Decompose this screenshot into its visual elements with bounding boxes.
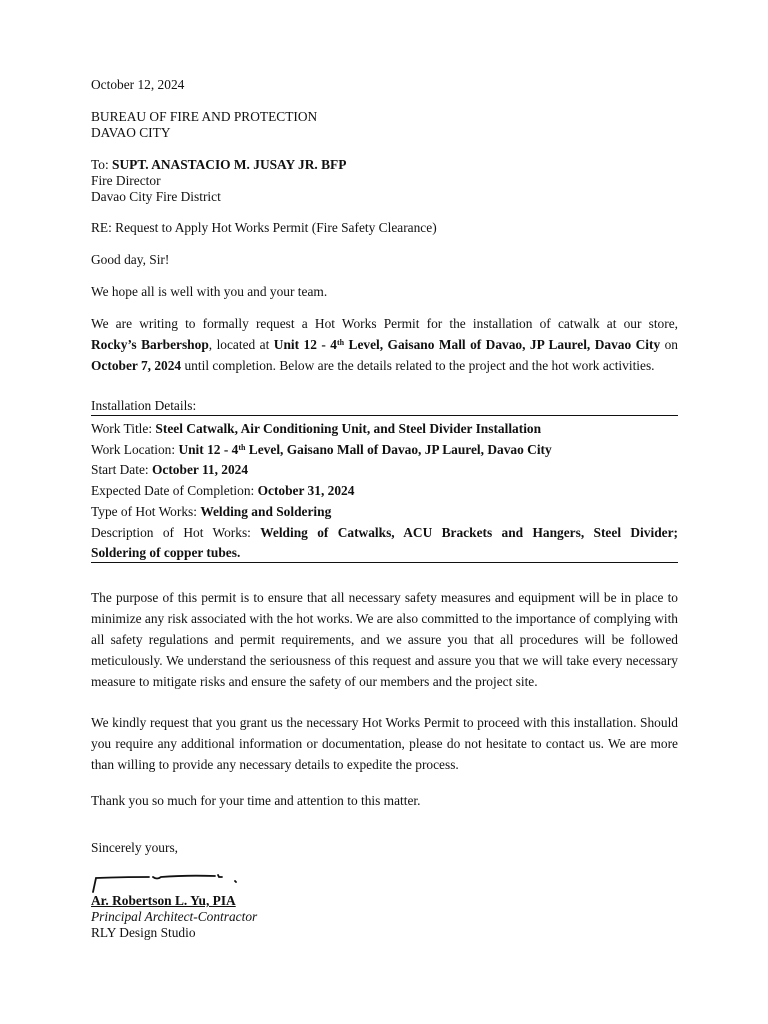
signatory-company: RLY Design Studio — [91, 925, 196, 940]
detail-hot-works-description-cont: Soldering of copper tubes. — [91, 545, 241, 561]
recipient-position: Fire Director — [91, 173, 161, 188]
intro-paragraph: We are writing to formally request a Hot Works Permit for the installation of catwalk at our store, Rocky’s Barbershop, located at Unit 12 - 4th Level, Gaisano Mall of Davao, JP Laurel, Davao City on October 7, 2024 until completion. Below are the details related to the project and the hot work activities. — [91, 316, 678, 373]
start-date-inline: October 7, 2024 — [91, 358, 182, 373]
org-line: BUREAU OF FIRE AND PROTECTION — [91, 109, 318, 124]
detail-start-date: Start Date: October 11, 2024 — [91, 462, 249, 478]
thanks-line: Thank you so much for your time and attention to this matter. — [91, 793, 421, 808]
greeting: Good day, Sir! — [91, 252, 170, 267]
signature-block — [91, 893, 678, 941]
recipient-office: Davao City Fire District — [91, 189, 221, 204]
signature-scribble-icon — [91, 866, 251, 896]
detail-work-location: Work Location: Unit 12 - 4th Level, Gaisano Mall of Davao, JP Laurel, Davao City — [91, 441, 552, 457]
recipient-block — [91, 157, 678, 205]
detail-work-title: Work Title: Steel Catwalk, Air Conditioning Unit, and Steel Divider Installation — [91, 421, 542, 436]
detail-completion-date: Expected Date of Completion: October 31, 2024 — [91, 483, 355, 499]
recipient-name: SUPT. ANASTACIO M. JUSAY JR. BFP — [112, 157, 347, 172]
installation-details — [91, 419, 678, 564]
recipient-name-line: To: SUPT. ANASTACIO M. JUSAY JR. BFP — [91, 157, 347, 172]
signatory-name: Ar. Robertson L. Yu, PIA — [91, 893, 236, 908]
subject-line: RE: Request to Apply Hot Works Permit (Fire Safety Clearance) — [91, 220, 437, 235]
opening-sentence: We hope all is well with you and your team. — [91, 284, 328, 299]
details-bottom-rule — [91, 562, 678, 563]
purpose-paragraph: The purpose of this permit is to ensure that all necessary safety measures and equipment will be in place to minimize any risk associated with the hot works. We are also committed to the importance of complying with all safety regulations and permit requirements, and we assure you that all procedures will be followed meticulously. We understand the seriousness of this request and assure you that we will take every necessary measure to mitigate risks and ensure the safety of our members and the project site. — [91, 590, 678, 689]
org-line: DAVAO CITY — [91, 125, 171, 140]
recipient-organization — [91, 109, 678, 141]
detail-hot-works-type: Type of Hot Works: Welding and Soldering — [91, 503, 332, 519]
store-name: Rocky’s Barbershop — [91, 337, 209, 352]
detail-hot-works-description: Description of Hot Works: Welding of Catwalks, ACU Brackets and Hangers, Steel Divider; — [91, 524, 678, 540]
request-paragraph: We kindly request that you grant us the necessary Hot Works Permit to proceed with this installation. Should you require any additional information or documentation, please do not hesitate to contact us. We are more than willing to provide any necessary details to expedite the process. — [91, 715, 678, 772]
installation-details-heading: Installation Details: — [91, 398, 197, 413]
signatory-title: Principal Architect-Contractor — [91, 909, 258, 924]
details-top-rule — [91, 415, 678, 416]
letter-date: October 12, 2024 — [91, 77, 185, 92]
store-location: Unit 12 - 4th Level, Gaisano Mall of Davao, JP Laurel, Davao City — [273, 337, 661, 352]
closing: Sincerely yours, — [91, 840, 179, 855]
